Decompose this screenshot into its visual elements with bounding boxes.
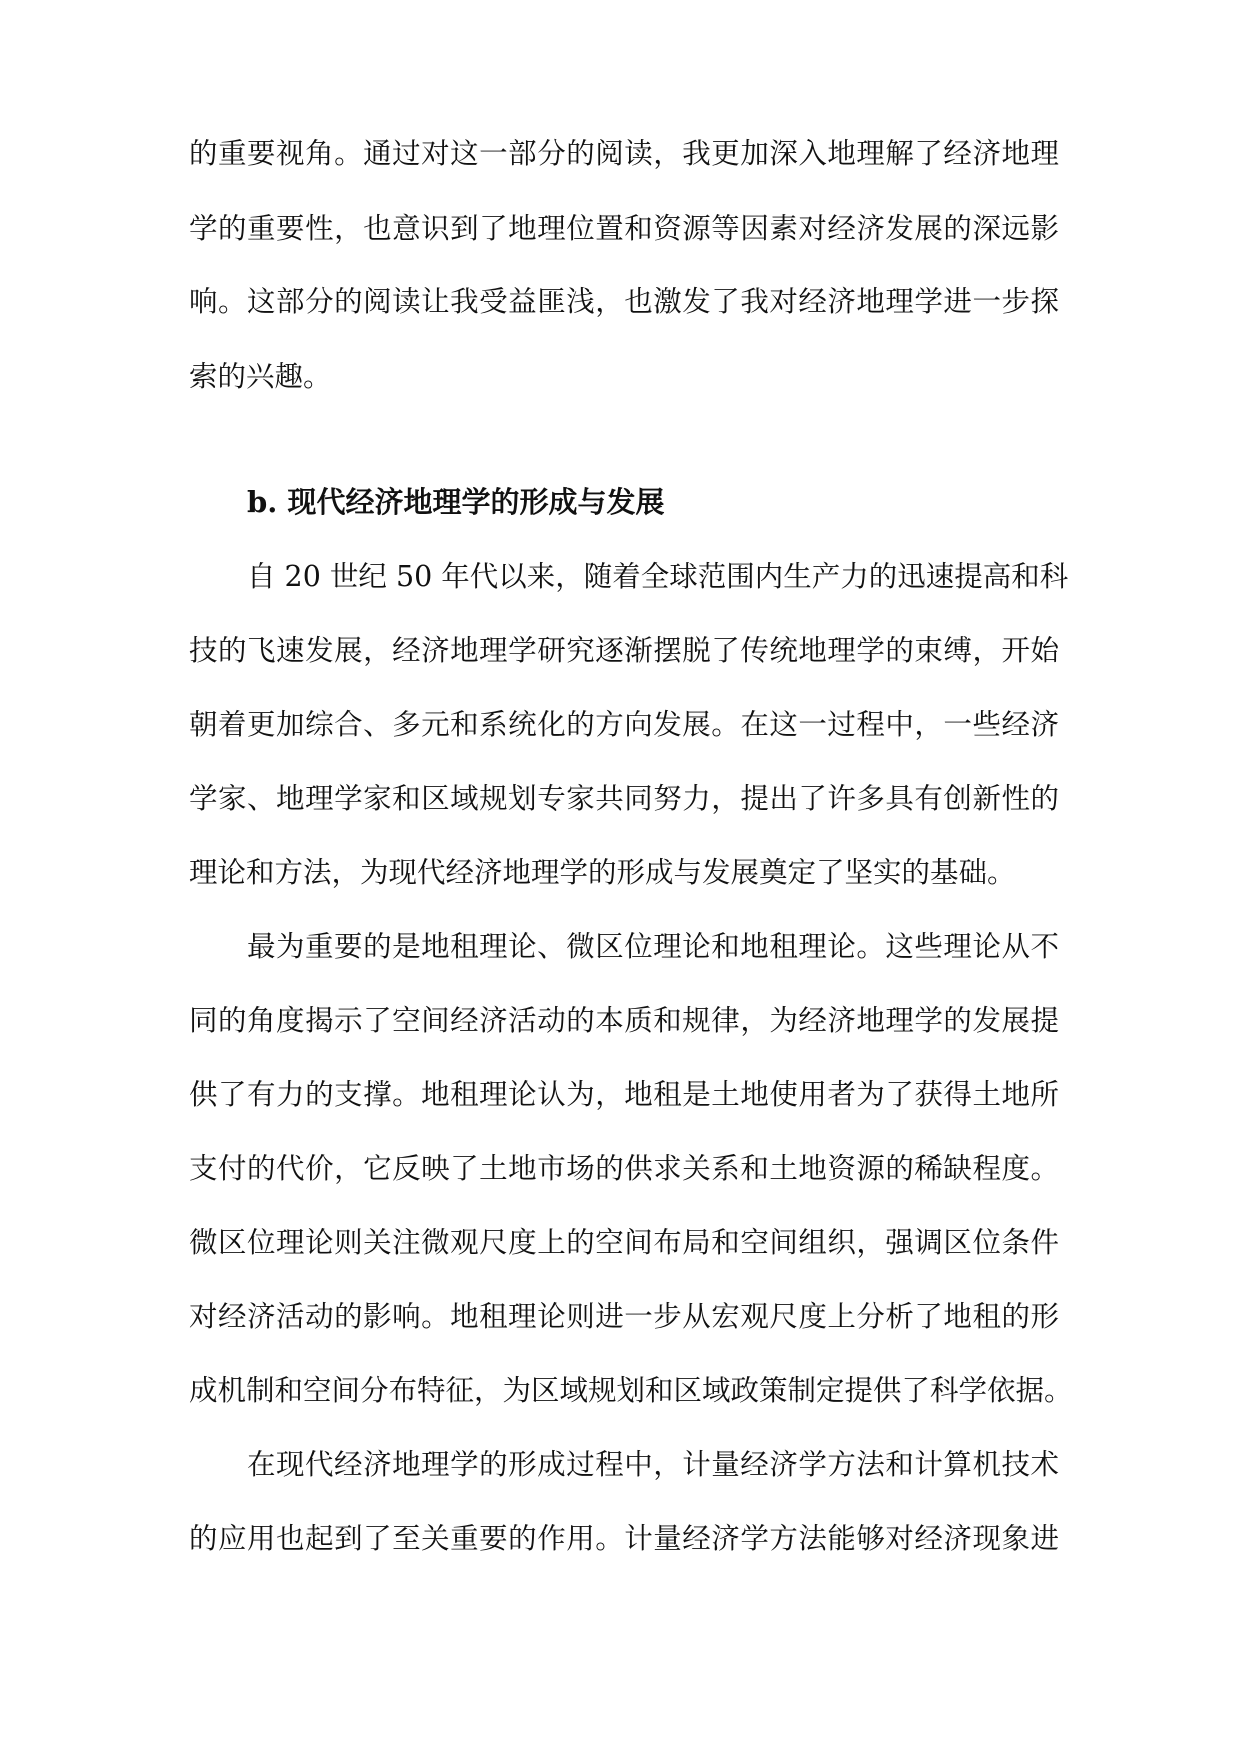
paragraph-4-line-1: 在现代经济地理学的形成过程中，计量经济学方法和计算机技术 xyxy=(247,1448,1059,1481)
paragraph-1-line-1: 的重要视角。通过对这一部分的阅读，我更加深入地理解了经济地理 xyxy=(189,137,1059,170)
paragraph-2-line-1: 自 20 世纪 50 年代以来，随着全球范围内生产力的迅速提高和科 xyxy=(247,560,1069,593)
paragraph-2-line-4: 学家、地理学家和区域规划专家共同努力，提出了许多具有创新性的 xyxy=(189,782,1059,815)
paragraph-3-line-1: 最为重要的是地租理论、微区位理论和地租理论。这些理论从不 xyxy=(247,930,1059,963)
paragraph-3-line-6: 对经济活动的影响。地租理论则进一步从宏观尺度上分析了地租的形 xyxy=(189,1300,1059,1333)
paragraph-1-line-3: 响。这部分的阅读让我受益匪浅，也激发了我对经济地理学进一步探 xyxy=(189,285,1059,318)
paragraph-3-line-4: 支付的代价，它反映了土地市场的供求关系和土地资源的稀缺程度。 xyxy=(189,1152,1059,1185)
paragraph-1-line-2: 学的重要性，也意识到了地理位置和资源等因素对经济发展的深远影 xyxy=(189,212,1059,245)
paragraph-1-line-4: 索的兴趣。 xyxy=(189,360,332,393)
paragraph-2-line-2: 技的飞速发展，经济地理学研究逐渐摆脱了传统地理学的束缚，开始 xyxy=(189,634,1059,667)
paragraph-3-line-5: 微区位理论则关注微观尺度上的空间布局和空间组织，强调区位条件 xyxy=(189,1226,1059,1259)
paragraph-3-line-2: 同的角度揭示了空间经济活动的本质和规律，为经济地理学的发展提 xyxy=(189,1004,1059,1037)
paragraph-3-line-3: 供了有力的支撑。地租理论认为，地租是土地使用者为了获得土地所 xyxy=(189,1078,1059,1111)
paragraph-2-line-5: 理论和方法，为现代经济地理学的形成与发展奠定了坚实的基础。 xyxy=(189,856,1016,889)
section-heading: b. 现代经济地理学的形成与发展 xyxy=(247,485,665,519)
paragraph-3-line-7: 成机制和空间分布特征，为区域规划和区域政策制定提供了科学依据。 xyxy=(189,1374,1073,1407)
paragraph-2-line-3: 朝着更加综合、多元和系统化的方向发展。在这一过程中，一些经济 xyxy=(189,708,1059,741)
paragraph-4-line-2: 的应用也起到了至关重要的作用。计量经济学方法能够对经济现象进 xyxy=(189,1522,1059,1555)
